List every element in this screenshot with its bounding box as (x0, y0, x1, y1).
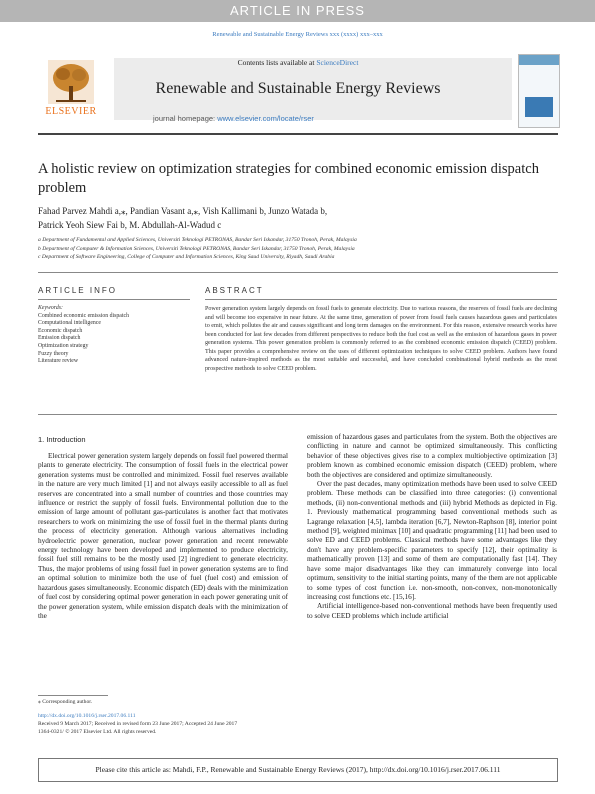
doi-link[interactable]: http://dx.doi.org/10.1016/j.rser.2017.06.111 (38, 713, 136, 719)
contents-prefix: Contents lists available at (237, 58, 317, 67)
homepage-link[interactable]: www.elsevier.com/locate/rser (217, 114, 314, 123)
abstract-heading: ABSTRACT (205, 286, 264, 295)
journal-homepage (153, 114, 314, 123)
affiliation-b: b Department of Computer & Information Sciences, Universiti Teknologi PETRONAS, Bandar Seri Iskandar, 31750 Tronoh, Perak, Malaysia (38, 245, 355, 252)
publisher-name: ELSEVIER (45, 106, 97, 117)
intro-paragraph-2: emission of hazardous gases and particulates from the system. Both the objectives are conflicting in nature and cannot be optimized simultaneously. This conflicting behavior of these objectives gives rise to a complex multiobjective optimization [3] problem known as combined economic emission dispatch (CEED) problem, where both the objectives are considered and optimize simultaneously. (307, 433, 557, 479)
keyword-item: Economic dispatch (38, 327, 83, 334)
affiliations (38, 236, 558, 262)
authors-line-1: Fahad Parvez Mahdi a,⁎, Pandian Vasant a,⁎, Vish Kallimani b, Junzo Watada b, (38, 206, 328, 216)
intro-paragraph-1: Electrical power generation system largely depends on fossil fuel powered thermal plants to generate electricity. The consumption of fossil fuels in the electrical power generation systems must be controlled and minimized. Fossil fuel reserves available in the nature are very much limited [1] and not always easily accessible to all as fuel reserves are concentrated into a small number of countries and those countries may influence or restrict the supply of fossil fuels. Environmental pollution due to the emission of large amount of pollutant gas-particulates is another fact that motivates researchers to work on minimizing the use of fossil fuel in the thermal plants during the process of electricity generation. Although various alternatives including hydroelectric power generation, nuclear power generation and recent renewable energy technology have been developed and implemented to produce electricity, fossil fuel still remains to be the mostly used [2] ingredient to generate electricity. Thus, the major problems of using fossil fuel in power generation systems are to find an optimal solution to minimize both the use of fuel (fuel cost) and emission of hazardous gases simultaneously. Economic dispatch (ED) deals with the minimization of fuel cost by considering optimal power generation in each power generating unit of the power generation system, while emission dispatch deals with the minimization of the (38, 452, 288, 620)
keywords-block (38, 305, 188, 366)
keyword-item: Fuzzy theory (38, 350, 69, 357)
article-info-rule (38, 299, 190, 300)
introduction-heading: 1. Introduction (38, 435, 86, 444)
affiliation-c: c Department of Software Engineering, College of Computer and Information Sciences, King Saud University, Riyadh, Saudi Arabia (38, 254, 335, 260)
cover-top-band (519, 55, 559, 65)
article-info-heading: ARTICLE INFO (38, 286, 117, 295)
keyword-item: Combined economic emission dispatch (38, 312, 129, 319)
journal-header (38, 52, 558, 130)
cover-image-block (525, 97, 553, 117)
keyword-item: Computational intelligence (38, 320, 101, 327)
header-divider (38, 133, 558, 135)
corresponding-author-note: ⁎ Corresponding author. (38, 699, 93, 705)
article-title: A holistic review on optimization strategies for combined economic emission dispatch problem (38, 161, 539, 196)
keywords-label: Keywords: (38, 305, 63, 311)
intro-paragraph-3: Over the past decades, many optimization methods have been used to solve CEED problem. These methods can be classified into three categories: (i) conventional methods, (ii) non-conventional methods and (iii) hybrid Methods as depicted in Fig. 1. Previously mathematical programming based conventional methods such as Lagrange relaxation [4,5], lambda iteration [6,7], Newton-Raphson [8], interior point method [9], weighted minimax [10] and quadratic programming [11] had been used to solve ED and CEED problems. Classical methods have some advantages like they don't have any problem-specific parameters to specify [12], their optimality is mathematically proven [13] and some of them are computationally fast [14]. They have some major disadvantages like they can immaturely converge into local optimum, sensitivity to the initial starting points, many of the them are not applicable to some types of cost function i.e. non-smooth, non-convex, non-monotonically increasing cost functions etc. [15,16]. (307, 480, 557, 601)
journal-title: Renewable and Sustainable Energy Reviews (155, 80, 441, 97)
author-list (38, 204, 558, 232)
journal-cover-thumbnail (518, 54, 560, 128)
intro-paragraph-4: Artificial intelligence-based non-conventional methods have been frequently used to solve CEED problems which include artificial (307, 602, 557, 620)
please-cite-box: Please cite this article as: Mahdi, F.P., Renewable and Sustainable Energy Reviews (2017), http://dx.doi.org/10.1016/j.rser.2017.06.111 (38, 758, 558, 782)
contents-line (38, 58, 558, 67)
journal-citation-line[interactable]: Renewable and Sustainable Energy Reviews xxx (xxxx) xxx–xxx (212, 31, 383, 38)
article-in-press-banner: ARTICLE IN PRESS (0, 0, 595, 22)
sciencedirect-link[interactable]: ScienceDirect (316, 58, 359, 67)
homepage-prefix: journal homepage: (153, 114, 218, 123)
authors-line-2: Patrick Yeoh Siew Fai b, M. Abdullah-Al-Wadud c (38, 220, 222, 230)
issn-copyright: 1364-0321/ © 2017 Elsevier Ltd. All rights reserved. (38, 729, 157, 735)
right-column (307, 433, 557, 621)
received-dates: Received 9 March 2017; Received in revised form 23 June 2017; Accepted 24 June 2017 (38, 721, 238, 727)
footnote-rule (38, 695, 108, 696)
abstract-bottom-rule (38, 414, 557, 415)
keyword-item: Optimization strategy (38, 342, 89, 349)
keyword-item: Literature review (38, 358, 79, 365)
affiliation-divider (38, 272, 558, 273)
left-column (38, 452, 288, 621)
affiliation-a: a Department of Fundamental and Applied Sciences, Universiti Teknologi PETRONAS, Bandar Seri Iskandar, 31750 Tronoh, Perak, Malaysia (38, 237, 357, 243)
abstract-text: Power generation system largely depends on fossil fuels to generate electricity. Due to various reasons, the reserves of fossil fuels are declining and will become too expensive in near future. At the same time, generation of power from fossil fuels causes hazardous gases and particulates to emit, which pollutes the air and causes significant and long term damages on the environment. For this reason, extensive research works have been conducted for last few decades from different perspectives to reduce both the fuel cost as well as the emission of hazardous gases in power generation systems. This power generation problem is commonly referred to as the combined economic emission dispatch (CEED) problem. This paper provides a comprehensive review on the uses of different optimization techniques to solve CEED problem. Authors have found advanced nature-inspired methods as the most suitable and successful, and have concluded combinational hybrid methods as the most prospective methods to solve CEED problem. (205, 306, 557, 372)
keyword-item: Emission dispatch (38, 335, 81, 342)
abstract-rule (205, 299, 557, 300)
footnote-block (38, 698, 298, 736)
